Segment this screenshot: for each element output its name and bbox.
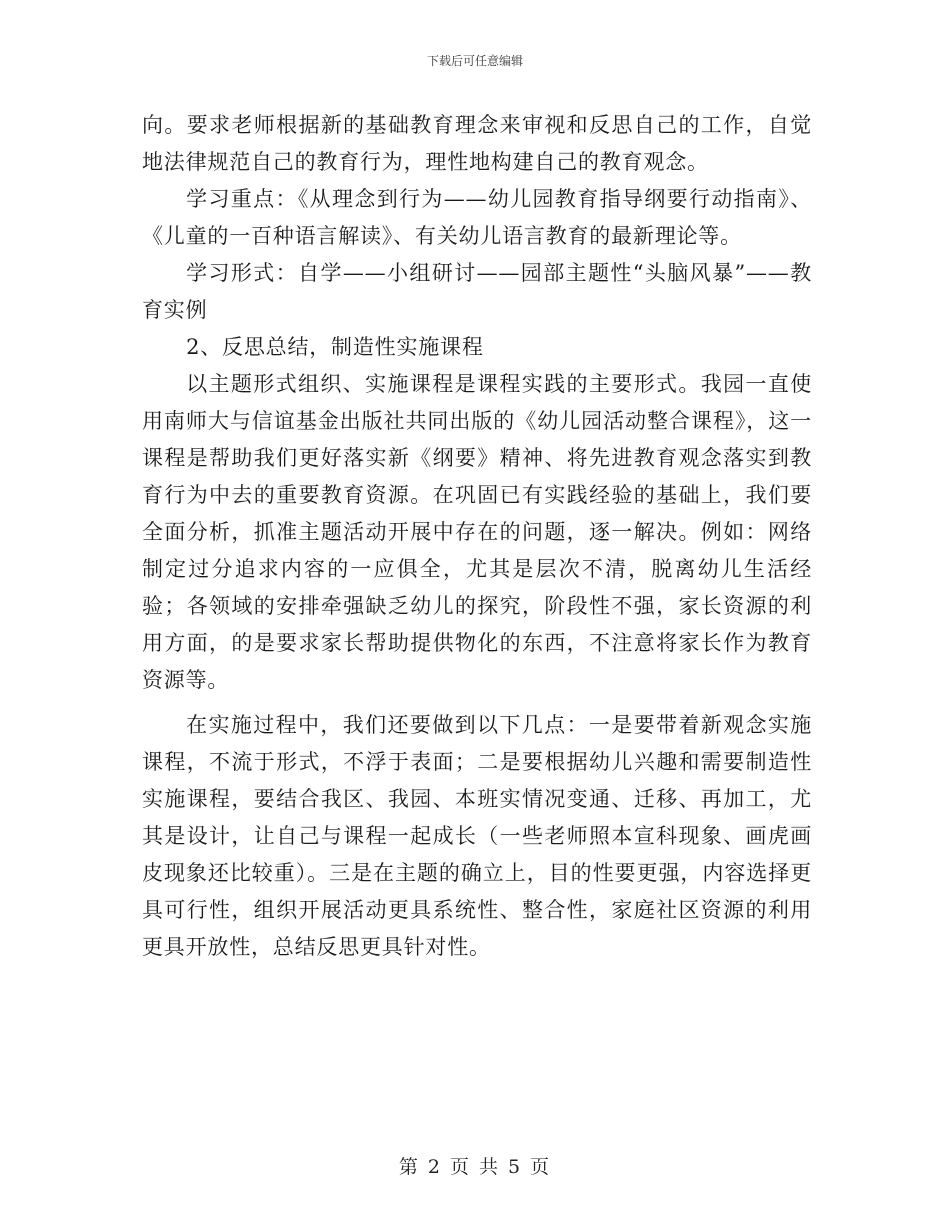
paragraph-study-focus: 学习重点：《从理念到行为——幼儿园教育指导纲要行动指南》、《儿童的一百种语言解读》、有关幼儿语言教育的最新理论等。 [142, 187, 812, 248]
paragraph-implementation: 在实施过程中，我们还要做到以下几点：一是要带着新观念实施课程，不流于形式，不浮于表面；二是要根据幼儿兴趣和需要制造性实施课程，要结合我区、我园、本班实情况变通、迁移、再加工，尤其是设计，让自己与课程一起成长（一些老师照本宣科现象、画虎画皮现象还比较重）。三是在主题的确立上，目的性要更强，内容选择更具可行性，组织开展活动更具系统性、整合性，家庭社区资源的利用更具开放性，总结反思更具针对性。 [142, 713, 812, 959]
paragraph-continuation: 向。要求老师根据新的基础教育理念来审视和反思自己的工作，自觉地法律规范自己的教育行为，理性地构建自己的教育观念。 [142, 113, 812, 174]
page-header-note: 下载后可任意编辑 [426, 54, 523, 68]
paragraph-study-form: 学习形式：自学——小组研讨——园部主题性“头脑风暴”——教育实例 [142, 261, 812, 322]
page-number: 第 2 页 共 5 页 [398, 1156, 552, 1178]
section-heading: 2、反思总结，制造性实施课程 [186, 335, 484, 359]
document-body [142, 107, 812, 966]
paragraph-theme-curriculum: 以主题形式组织、实施课程是课程实践的主要形式。我园一直使用南师大与信谊基金出版社共同出版的《幼儿园活动整合课程》，这一课程是帮助我们更好落实新《纲要》精神、将先进教育观念落实到教育行为中去的重要教育资源。在巩固已有实践经验的基础上，我们要全面分析，抓准主题活动开展中存在的问题，逐一解决。例如：网络制定过分追求内容的一应俱全，尤其是层次不清，脱离幼儿生活经验；各领域的安排牵强缺乏幼儿的探究，阶段性不强，家长资源的利用方面，的是要求家长帮助提供物化的东西，不注意将家长作为教育资源等。 [142, 372, 812, 692]
